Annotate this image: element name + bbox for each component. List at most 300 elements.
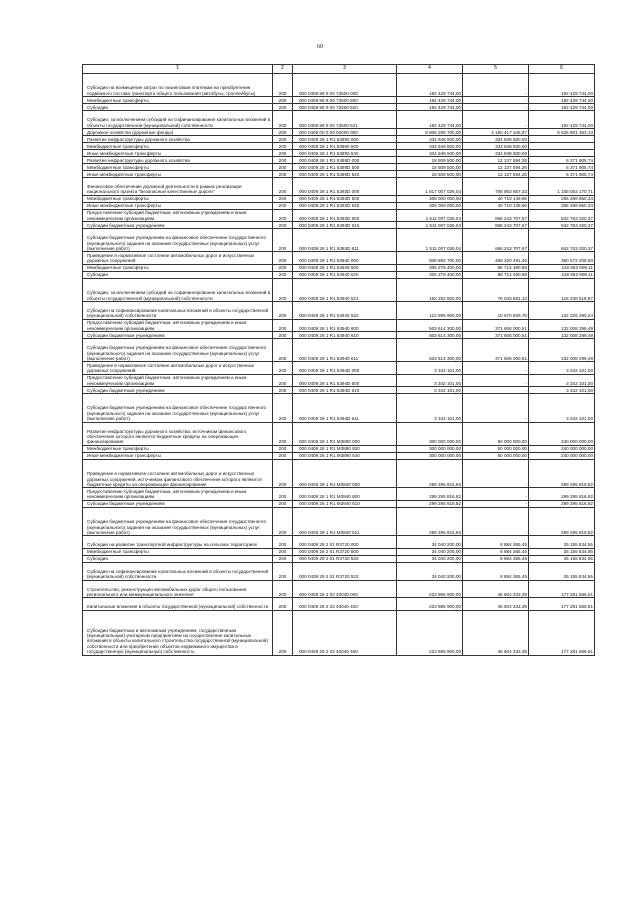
- row-line-code: 200: [273, 278, 293, 301]
- table-row: [83, 177, 595, 195]
- row-approved-amount: 3 342 101,00: [397, 387, 463, 394]
- row-name: Приведение в нормативное состояние автомобильных дорог и искусственных дорожных сооружений, источником финансового обеспечения которого являются бюджетные кредиты на опережающее финансирование: [83, 459, 273, 488]
- row-line-code: 200: [273, 445, 293, 452]
- row-line-code: 200: [273, 562, 293, 580]
- row-executed-amount: 458 320 491,40: [463, 252, 529, 264]
- row-budget-code: 000 0409 28 1 R1 M3940 600: [293, 488, 397, 500]
- row-approved-amount: 192 429 744,00: [397, 74, 463, 97]
- row-line-code: 200: [273, 536, 293, 548]
- row-remaining-amount: 25 155 834,55: [529, 548, 595, 555]
- row-budget-code: 000 0409 28 1 R1 5394D 610: [293, 387, 397, 394]
- table-row: [83, 580, 595, 598]
- row-line-code: 200: [273, 548, 293, 555]
- row-remaining-amount: 240 000 000,00: [529, 445, 595, 452]
- row-line-code: 200: [273, 610, 293, 655]
- row-line-code: 200: [273, 222, 293, 229]
- column-header: 3: [293, 65, 397, 74]
- row-name: Субсидии бюджетным и автономным учреждениям, государственным (муниципальным) унитарным предприятиям на осуществление капитальных вложений в объекты капитального строительства государственной (муниципальной) собственности или приобретение объектов недвижимого имущества в государственную (муниципальную) собственность: [83, 610, 273, 655]
- row-approved-amount: 1 511 007 026,04: [397, 229, 463, 252]
- row-name: Межбюджетные трансферты: [83, 142, 273, 149]
- row-budget-code: 000 0409 28 1 R1 M3940 611: [293, 507, 397, 536]
- table-row: [83, 301, 595, 319]
- row-line-code: 200: [273, 362, 293, 374]
- row-approved-amount: 299 295 816,82: [397, 500, 463, 507]
- row-budget-code: 000 0409 28 1 R1 53890 500: [293, 142, 397, 149]
- row-remaining-amount: 25 155 834,55: [529, 562, 595, 580]
- table-row: [83, 459, 595, 488]
- table-row: [83, 222, 595, 229]
- row-remaining-amount: 3 342 101,00: [529, 362, 595, 374]
- header-row: [83, 65, 595, 74]
- row-executed-amount: 12 137 594,26: [463, 156, 529, 163]
- row-remaining-amount: 842 763 320,37: [529, 209, 595, 221]
- row-approved-amount: 18 509 500,00: [397, 163, 463, 170]
- row-remaining-amount: [529, 135, 595, 142]
- row-name: Субсидии бюджетным учреждениям: [83, 500, 273, 507]
- table-row: [83, 610, 595, 655]
- row-line-code: 200: [273, 555, 293, 562]
- row-budget-code: 000 0409 28 1 R1 53940 521: [293, 278, 397, 301]
- column-header: 6: [529, 65, 595, 74]
- row-remaining-amount: 6 371 905,74: [529, 156, 595, 163]
- table-row: [83, 202, 595, 209]
- table-row: [83, 149, 595, 156]
- row-name: Субсидии бюджетным учреждениям: [83, 332, 273, 339]
- table-row: [83, 278, 595, 301]
- row-line-code: 200: [273, 459, 293, 488]
- row-name: Предоставление субсидий бюджетным, автономным учреждениям и иным некоммерческим организациям: [83, 488, 273, 500]
- table-row: [83, 170, 595, 177]
- row-executed-amount: 668 243 707,67: [463, 209, 529, 221]
- row-remaining-amount: 177 281 566,61: [529, 610, 595, 655]
- row-remaining-amount: 6 371 905,74: [529, 163, 595, 170]
- row-budget-code: 000 0409 28 1 R1 53940 610: [293, 332, 397, 339]
- row-budget-code: 000 0409 28 1 R1 M3940 000: [293, 459, 397, 488]
- row-remaining-amount: 842 763 320,37: [529, 222, 595, 229]
- row-budget-code: 000 0408 99 9 00 72500 500: [293, 97, 397, 104]
- row-budget-code: 000 0409 28 1 R1 53940 611: [293, 339, 397, 362]
- row-line-code: 200: [273, 422, 293, 445]
- table-row: [83, 104, 595, 111]
- row-line-code: 200: [273, 332, 293, 339]
- row-approved-amount: 18 509 500,00: [397, 156, 463, 163]
- row-line-code: 200: [273, 229, 293, 252]
- row-line-code: 200: [273, 149, 293, 156]
- row-approved-amount: 305 278 400,00: [397, 271, 463, 278]
- row-budget-code: 000 0409 28 1 R1 53940 500: [293, 264, 397, 271]
- row-remaining-amount: 299 295 816,82: [529, 507, 595, 536]
- row-name: Субсидии бюджетным учреждениям на финансовое обеспечение государственного (муниципального) задания на оказание государственных (муниципальных) услуг (выполнение работ): [83, 394, 273, 423]
- row-line-code: 200: [273, 74, 293, 97]
- column-header: 4: [397, 65, 463, 74]
- table-row: [83, 374, 595, 386]
- row-approved-amount: 223 885 900,00: [397, 610, 463, 655]
- row-remaining-amount: 102 325 290,24: [529, 301, 595, 319]
- budget-table: [82, 64, 595, 656]
- row-executed-amount: 86 714 490,89: [463, 271, 529, 278]
- row-remaining-amount: 218 563 909,11: [529, 271, 595, 278]
- row-budget-code: 000 0409 28 1 R1 5393D 610: [293, 222, 397, 229]
- row-remaining-amount: 192 429 744,00: [529, 97, 595, 104]
- row-line-code: 200: [273, 252, 293, 264]
- table-row: [83, 195, 595, 202]
- row-executed-amount: 12 137 594,26: [463, 163, 529, 170]
- row-line-code: 200: [273, 111, 293, 129]
- row-executed-amount: 10 670 609,76: [463, 301, 529, 319]
- row-executed-amount: 46 604 333,39: [463, 598, 529, 610]
- row-remaining-amount: 177 281 566,61: [529, 598, 595, 610]
- row-approved-amount: 503 614 300,00: [397, 339, 463, 362]
- row-approved-amount: 306 000 000,00: [397, 195, 463, 202]
- row-approved-amount: 3 342 101,00: [397, 362, 463, 374]
- row-budget-code: 000 0409 28 1 R1 5393D 600: [293, 209, 397, 221]
- row-executed-amount: 40 710 149,66: [463, 195, 529, 202]
- row-line-code: 200: [273, 507, 293, 536]
- row-executed-amount: 668 243 707,67: [463, 222, 529, 229]
- row-approved-amount: 18 509 500,00: [397, 170, 463, 177]
- row-budget-code: 000 0409 28 1 R1 5394D 600: [293, 374, 397, 386]
- table-row: [83, 209, 595, 221]
- row-executed-amount: 371 606 000,51: [463, 332, 529, 339]
- row-executed-amount: 60 000 000,00: [463, 452, 529, 459]
- row-approved-amount: 1 817 007 026,04: [397, 177, 463, 195]
- table-row: [83, 252, 595, 264]
- row-name: Субсидии: [83, 555, 273, 562]
- row-budget-code: 000 0409 28 1 R1 M3890 500: [293, 445, 397, 452]
- row-budget-code: 000 0409 00 0 00 00000 000: [293, 128, 397, 135]
- row-remaining-amount: 299 295 816,82: [529, 488, 595, 500]
- table-row: [83, 339, 595, 362]
- row-approved-amount: 1 511 007 026,04: [397, 222, 463, 229]
- row-line-code: 200: [273, 156, 293, 163]
- row-budget-code: 000 0409 28 1 R1 5389D 540: [293, 170, 397, 177]
- table-row: [83, 394, 595, 423]
- row-executed-amount: -: [463, 374, 529, 386]
- row-name: Межбюджетные трансферты: [83, 445, 273, 452]
- table-row: [83, 536, 595, 548]
- row-name: Иные межбюджетные трансферты: [83, 170, 273, 177]
- row-remaining-amount: 218 563 909,11: [529, 264, 595, 271]
- table-row: [83, 488, 595, 500]
- row-budget-code: 000 0409 28 1 R1 M3890 540: [293, 452, 397, 459]
- row-executed-amount: 334 848 500,00: [463, 142, 529, 149]
- row-remaining-amount: 25 155 834,55: [529, 536, 595, 548]
- row-line-code: 200: [273, 319, 293, 331]
- row-line-code: 200: [273, 339, 293, 362]
- row-approved-amount: 34 040 200,00: [397, 562, 463, 580]
- column-header: 2: [273, 65, 293, 74]
- row-budget-code: 000 0409 28 1 R1 5389D 000: [293, 156, 397, 163]
- row-approved-amount: 223 885 900,00: [397, 580, 463, 598]
- row-line-code: 200: [273, 142, 293, 149]
- row-approved-amount: 306 000 000,00: [397, 202, 463, 209]
- row-name: Строительство, реконструкция автомобильных дорог общего пользования регионального или межмуниципального значения: [83, 580, 273, 598]
- row-executed-amount: 12 137 594,26: [463, 170, 529, 177]
- row-name: Межбюджетные трансферты: [83, 264, 273, 271]
- row-budget-code: 000 0409 28 1 R1 5394D 000: [293, 362, 397, 374]
- row-remaining-amount: 350 572 208,60: [529, 252, 595, 264]
- row-remaining-amount: 3 342 101,00: [529, 394, 595, 423]
- table-row: [83, 271, 595, 278]
- row-executed-amount: 40 710 149,66: [463, 202, 529, 209]
- row-budget-code: 000 0409 28 1 R1 5389D 500: [293, 163, 397, 170]
- row-approved-amount: 9 806 298 700,00: [397, 128, 463, 135]
- table-row: [83, 142, 595, 149]
- column-header: 1: [83, 65, 273, 74]
- row-approved-amount: 112 995 900,00: [397, 301, 463, 319]
- row-executed-amount: -: [463, 387, 529, 394]
- row-name: Субсидии бюджетным учреждениям на финансовое обеспечение государственного (муниципального) задания на оказание государственных (муниципальных) услуг (выполнение работ): [83, 339, 273, 362]
- row-executed-amount: 371 606 000,51: [463, 339, 529, 362]
- row-approved-amount: 334 848 500,00: [397, 142, 463, 149]
- table-row: [83, 135, 595, 142]
- row-executed-amount: -: [463, 104, 529, 111]
- row-approved-amount: 3 342 101,00: [397, 394, 463, 423]
- row-executed-amount: 708 953 857,33: [463, 177, 529, 195]
- row-name: Субсидии бюджетным учреждениям на финансовое обеспечение государственного (муниципального) задания на оказание государственных (муниципальных) услуг (выполнение работ): [83, 507, 273, 536]
- table-row: [83, 156, 595, 163]
- column-header: 5: [463, 65, 529, 74]
- row-executed-amount: -: [463, 459, 529, 488]
- row-remaining-amount: 240 000 000,00: [529, 452, 595, 459]
- row-budget-code: 000 0408 99 9 00 72500 520: [293, 104, 397, 111]
- row-executed-amount: -: [463, 500, 529, 507]
- table-row: [83, 319, 595, 331]
- row-executed-amount: 76 043 881,13: [463, 278, 529, 301]
- row-executed-amount: -: [463, 507, 529, 536]
- row-line-code: 200: [273, 97, 293, 104]
- row-budget-code: 000 0409 28 1 R1 M3940 610: [293, 500, 397, 507]
- row-approved-amount: 334 848 500,00: [397, 149, 463, 156]
- row-remaining-amount: 265 289 850,34: [529, 202, 595, 209]
- row-approved-amount: 300 000 000,00: [397, 452, 463, 459]
- row-approved-amount: 192 429 744,00: [397, 104, 463, 111]
- row-name: Межбюджетные трансферты: [83, 163, 273, 170]
- row-remaining-amount: 265 289 850,34: [529, 195, 595, 202]
- row-remaining-amount: 842 763 320,37: [529, 229, 595, 252]
- row-budget-code: 000 0409 28 1 R1 53940 600: [293, 319, 397, 331]
- row-line-code: 200: [273, 387, 293, 394]
- row-approved-amount: 300 000 000,00: [397, 445, 463, 452]
- row-name: Иные межбюджетные трансферты: [83, 202, 273, 209]
- row-approved-amount: 34 040 200,00: [397, 555, 463, 562]
- row-remaining-amount: 192 429 744,00: [529, 104, 595, 111]
- row-executed-amount: -: [463, 111, 529, 129]
- row-executed-amount: -: [463, 362, 529, 374]
- row-line-code: 200: [273, 374, 293, 386]
- row-budget-code: 000 0409 28 1 R1 53940 522: [293, 301, 397, 319]
- row-remaining-amount: [529, 142, 595, 149]
- row-remaining-amount: 192 429 744,00: [529, 74, 595, 97]
- row-budget-code: 000 0409 28 1 R1 5393D 611: [293, 229, 397, 252]
- row-name: Приведение в нормативное состояние автомобильных дорог и искусственных дорожных сооружений: [83, 362, 273, 374]
- row-approved-amount: 300 000 000,00: [397, 422, 463, 445]
- row-executed-amount: 60 000 000,00: [463, 445, 529, 452]
- row-approved-amount: 503 614 300,00: [397, 319, 463, 331]
- row-budget-code: 000 0409 28 2 01 R3720 500: [293, 548, 397, 555]
- table-row: [83, 507, 595, 536]
- row-name: Предоставление субсидий бюджетным, автономным учреждениям и иным некоммерческим организациям: [83, 319, 273, 331]
- row-approved-amount: 192 429 744,00: [397, 97, 463, 104]
- row-name: Субсидии на развитие транспортной инфраструктуры на сельских территориях: [83, 536, 273, 548]
- row-remaining-amount: 132 008 299,49: [529, 332, 595, 339]
- row-line-code: 200: [273, 488, 293, 500]
- row-approved-amount: 1 511 007 026,04: [397, 209, 463, 221]
- table-row: [83, 111, 595, 129]
- table-row: [83, 163, 595, 170]
- row-name: Развитие инфраструктуры дорожного хозяйства: [83, 135, 273, 142]
- row-name: Межбюджетные трансферты: [83, 97, 273, 104]
- row-remaining-amount: 177 281 566,61: [529, 580, 595, 598]
- row-remaining-amount: 1 108 053 170,71: [529, 177, 595, 195]
- row-remaining-amount: 132 008 299,49: [529, 339, 595, 362]
- row-name: Предоставление субсидий бюджетным, автономным учреждениям и иным некоммерческим организациям: [83, 209, 273, 221]
- row-remaining-amount: 3 342 101,00: [529, 374, 595, 386]
- row-budget-code: 000 0409 28 1 R1 53940 520: [293, 271, 397, 278]
- row-remaining-amount: 240 000 000,00: [529, 422, 595, 445]
- table-row: [83, 128, 595, 135]
- row-budget-code: 000 0408 99 9 00 72500 000: [293, 74, 397, 97]
- row-line-code: 200: [273, 598, 293, 610]
- row-executed-amount: 668 243 707,67: [463, 229, 529, 252]
- page-number: 60: [317, 44, 323, 50]
- row-name: Межбюджетные трансферты: [83, 548, 273, 555]
- row-executed-amount: -: [463, 488, 529, 500]
- row-budget-code: 000 0409 28 1 R1 5393D 540: [293, 202, 397, 209]
- row-name: Субсидии на софинансирование капитальных вложений в объекты государственной (муниципальной) собственности: [83, 301, 273, 319]
- row-budget-code: 000 0409 28 1 R1 53890 540: [293, 149, 397, 156]
- row-approved-amount: 299 295 816,82: [397, 488, 463, 500]
- row-name: Субсидии бюджетным учреждениям на финансовое обеспечение государственного (муниципального) задания на оказание государственных (муниципальных) услуг (выполнение работ): [83, 229, 273, 252]
- row-budget-code: 000 0409 28 2 01 R3720 000: [293, 536, 397, 548]
- row-remaining-amount: 5 625 881 353,13: [529, 128, 595, 135]
- row-line-code: 200: [273, 580, 293, 598]
- row-name: Субсидии: [83, 271, 273, 278]
- table-row: [83, 74, 595, 97]
- row-budget-code: 000 0409 28 1 R1 53890 000: [293, 135, 397, 142]
- table-row: [83, 387, 595, 394]
- row-approved-amount: 192 429 744,00: [397, 111, 463, 129]
- row-budget-code: 000 0409 28 2 02 40040 400: [293, 598, 397, 610]
- row-name: Иные межбюджетные трансферты: [83, 452, 273, 459]
- row-remaining-amount: [529, 149, 595, 156]
- row-name: Предоставление субсидий бюджетным, автономным учреждениям и иным некоммерческим организациям: [83, 374, 273, 386]
- row-name: Межбюджетные трансферты: [83, 195, 273, 202]
- row-line-code: 200: [273, 195, 293, 202]
- row-executed-amount: 60 000 000,00: [463, 422, 529, 445]
- row-line-code: 200: [273, 128, 293, 135]
- row-budget-code: 000 0409 28 2 01 R3720 522: [293, 562, 397, 580]
- row-executed-amount: 86 714 490,89: [463, 264, 529, 271]
- row-approved-amount: 34 040 200,00: [397, 536, 463, 548]
- row-approved-amount: 299 295 816,82: [397, 507, 463, 536]
- row-budget-code: 000 0409 28 1 R1 53940 000: [293, 252, 397, 264]
- table-row: [83, 500, 595, 507]
- row-name: Субсидии, за исключением субсидий на софинансирование капитальных вложений в объекты государственной (муниципальной) собственности: [83, 111, 273, 129]
- row-approved-amount: 3 342 101,00: [397, 374, 463, 386]
- row-line-code: 200: [273, 394, 293, 423]
- row-name: Субсидии бюджетным учреждениям: [83, 222, 273, 229]
- row-remaining-amount: 6 371 905,74: [529, 170, 595, 177]
- row-approved-amount: 808 892 700,00: [397, 252, 463, 264]
- row-remaining-amount: 299 295 816,82: [529, 500, 595, 507]
- row-remaining-amount: 25 155 834,55: [529, 555, 595, 562]
- row-line-code: 200: [273, 135, 293, 142]
- row-executed-amount: 4 180 417 346,87: [463, 128, 529, 135]
- row-executed-amount: 334 848 500,00: [463, 149, 529, 156]
- row-budget-code: 000 0409 28 1 R1 5394D 611: [293, 394, 397, 423]
- row-executed-amount: -: [463, 97, 529, 104]
- row-executed-amount: 46 604 333,39: [463, 610, 529, 655]
- row-line-code: 200: [273, 301, 293, 319]
- row-line-code: 200: [273, 264, 293, 271]
- table-row: [83, 229, 595, 252]
- row-budget-code: 000 0409 28 2 01 R3720 520: [293, 555, 397, 562]
- row-budget-code: 000 0409 28 2 02 40040 000: [293, 580, 397, 598]
- row-name: Субсидии, за исключением субсидий на софинансирование капитальных вложений в объекты государственной (муниципальной) собственности: [83, 278, 273, 301]
- row-remaining-amount: 299 295 816,82: [529, 459, 595, 488]
- table-row: [83, 562, 595, 580]
- row-name: Дорожное хозяйство (дорожные фонды): [83, 128, 273, 135]
- row-name: Развитие инфраструктуры дорожного хозяйства: [83, 156, 273, 163]
- row-budget-code: 000 0409 28 2 02 40040 460: [293, 610, 397, 655]
- row-name: Финансовое обеспечение дорожной деятельности в рамках реализации национального проекта "Безопасные качественные дороги": [83, 177, 273, 195]
- row-name: Субсидии на софинансирование капитальных вложений в объекты государственной (муниципальной) собственности: [83, 562, 273, 580]
- row-executed-amount: 371 606 000,51: [463, 319, 529, 331]
- row-approved-amount: 503 614 300,00: [397, 332, 463, 339]
- table-row: [83, 548, 595, 555]
- row-line-code: 200: [273, 170, 293, 177]
- row-name: Развитие инфраструктуры дорожного хозяйства, источником финансового обеспечения которого являются бюджетные кредиты на опережающее финансирование: [83, 422, 273, 445]
- row-executed-amount: 8 884 365,45: [463, 555, 529, 562]
- row-executed-amount: -: [463, 74, 529, 97]
- row-approved-amount: 299 295 816,82: [397, 459, 463, 488]
- row-approved-amount: 305 278 400,00: [397, 264, 463, 271]
- table-row: [83, 555, 595, 562]
- table-row: [83, 445, 595, 452]
- table-row: [83, 452, 595, 459]
- table-row: [83, 422, 595, 445]
- table-row: [83, 598, 595, 610]
- row-name: Приведение в нормативное состояние автомобильных дорог и искусственных дорожных сооружений: [83, 252, 273, 264]
- row-line-code: 200: [273, 202, 293, 209]
- row-budget-code: 000 0409 28 1 R1 5393D 000: [293, 177, 397, 195]
- row-line-code: 200: [273, 209, 293, 221]
- row-remaining-amount: 132 008 299,49: [529, 319, 595, 331]
- row-line-code: 200: [273, 177, 293, 195]
- row-remaining-amount: 3 342 101,00: [529, 387, 595, 394]
- row-name: Капитальные вложения в объекты государственной (муниципальной) собственности: [83, 598, 273, 610]
- row-line-code: 200: [273, 163, 293, 170]
- table-row: [83, 264, 595, 271]
- row-approved-amount: 334 848 500,00: [397, 135, 463, 142]
- row-budget-code: 000 0409 28 1 R1 5393D 500: [293, 195, 397, 202]
- row-executed-amount: 8 884 365,45: [463, 548, 529, 555]
- row-remaining-amount: 116 238 618,87: [529, 278, 595, 301]
- row-name: Иные межбюджетные трансферты: [83, 149, 273, 156]
- row-name: Субсидии на возмещение затрат по лизинговым платежам на приобретение подвижного состава транспорта общего пользования (автобусы, троллейбусы): [83, 74, 273, 97]
- row-line-code: 200: [273, 452, 293, 459]
- row-executed-amount: -: [463, 394, 529, 423]
- row-executed-amount: 334 848 500,00: [463, 135, 529, 142]
- table-row: [83, 97, 595, 104]
- row-remaining-amount: 192 429 744,00: [529, 111, 595, 129]
- row-budget-code: 000 0409 28 1 R1 M3890 000: [293, 422, 397, 445]
- row-approved-amount: 34 040 200,00: [397, 548, 463, 555]
- row-line-code: 200: [273, 271, 293, 278]
- row-executed-amount: 8 884 365,45: [463, 562, 529, 580]
- row-name: Субсидии бюджетным учреждениям: [83, 387, 273, 394]
